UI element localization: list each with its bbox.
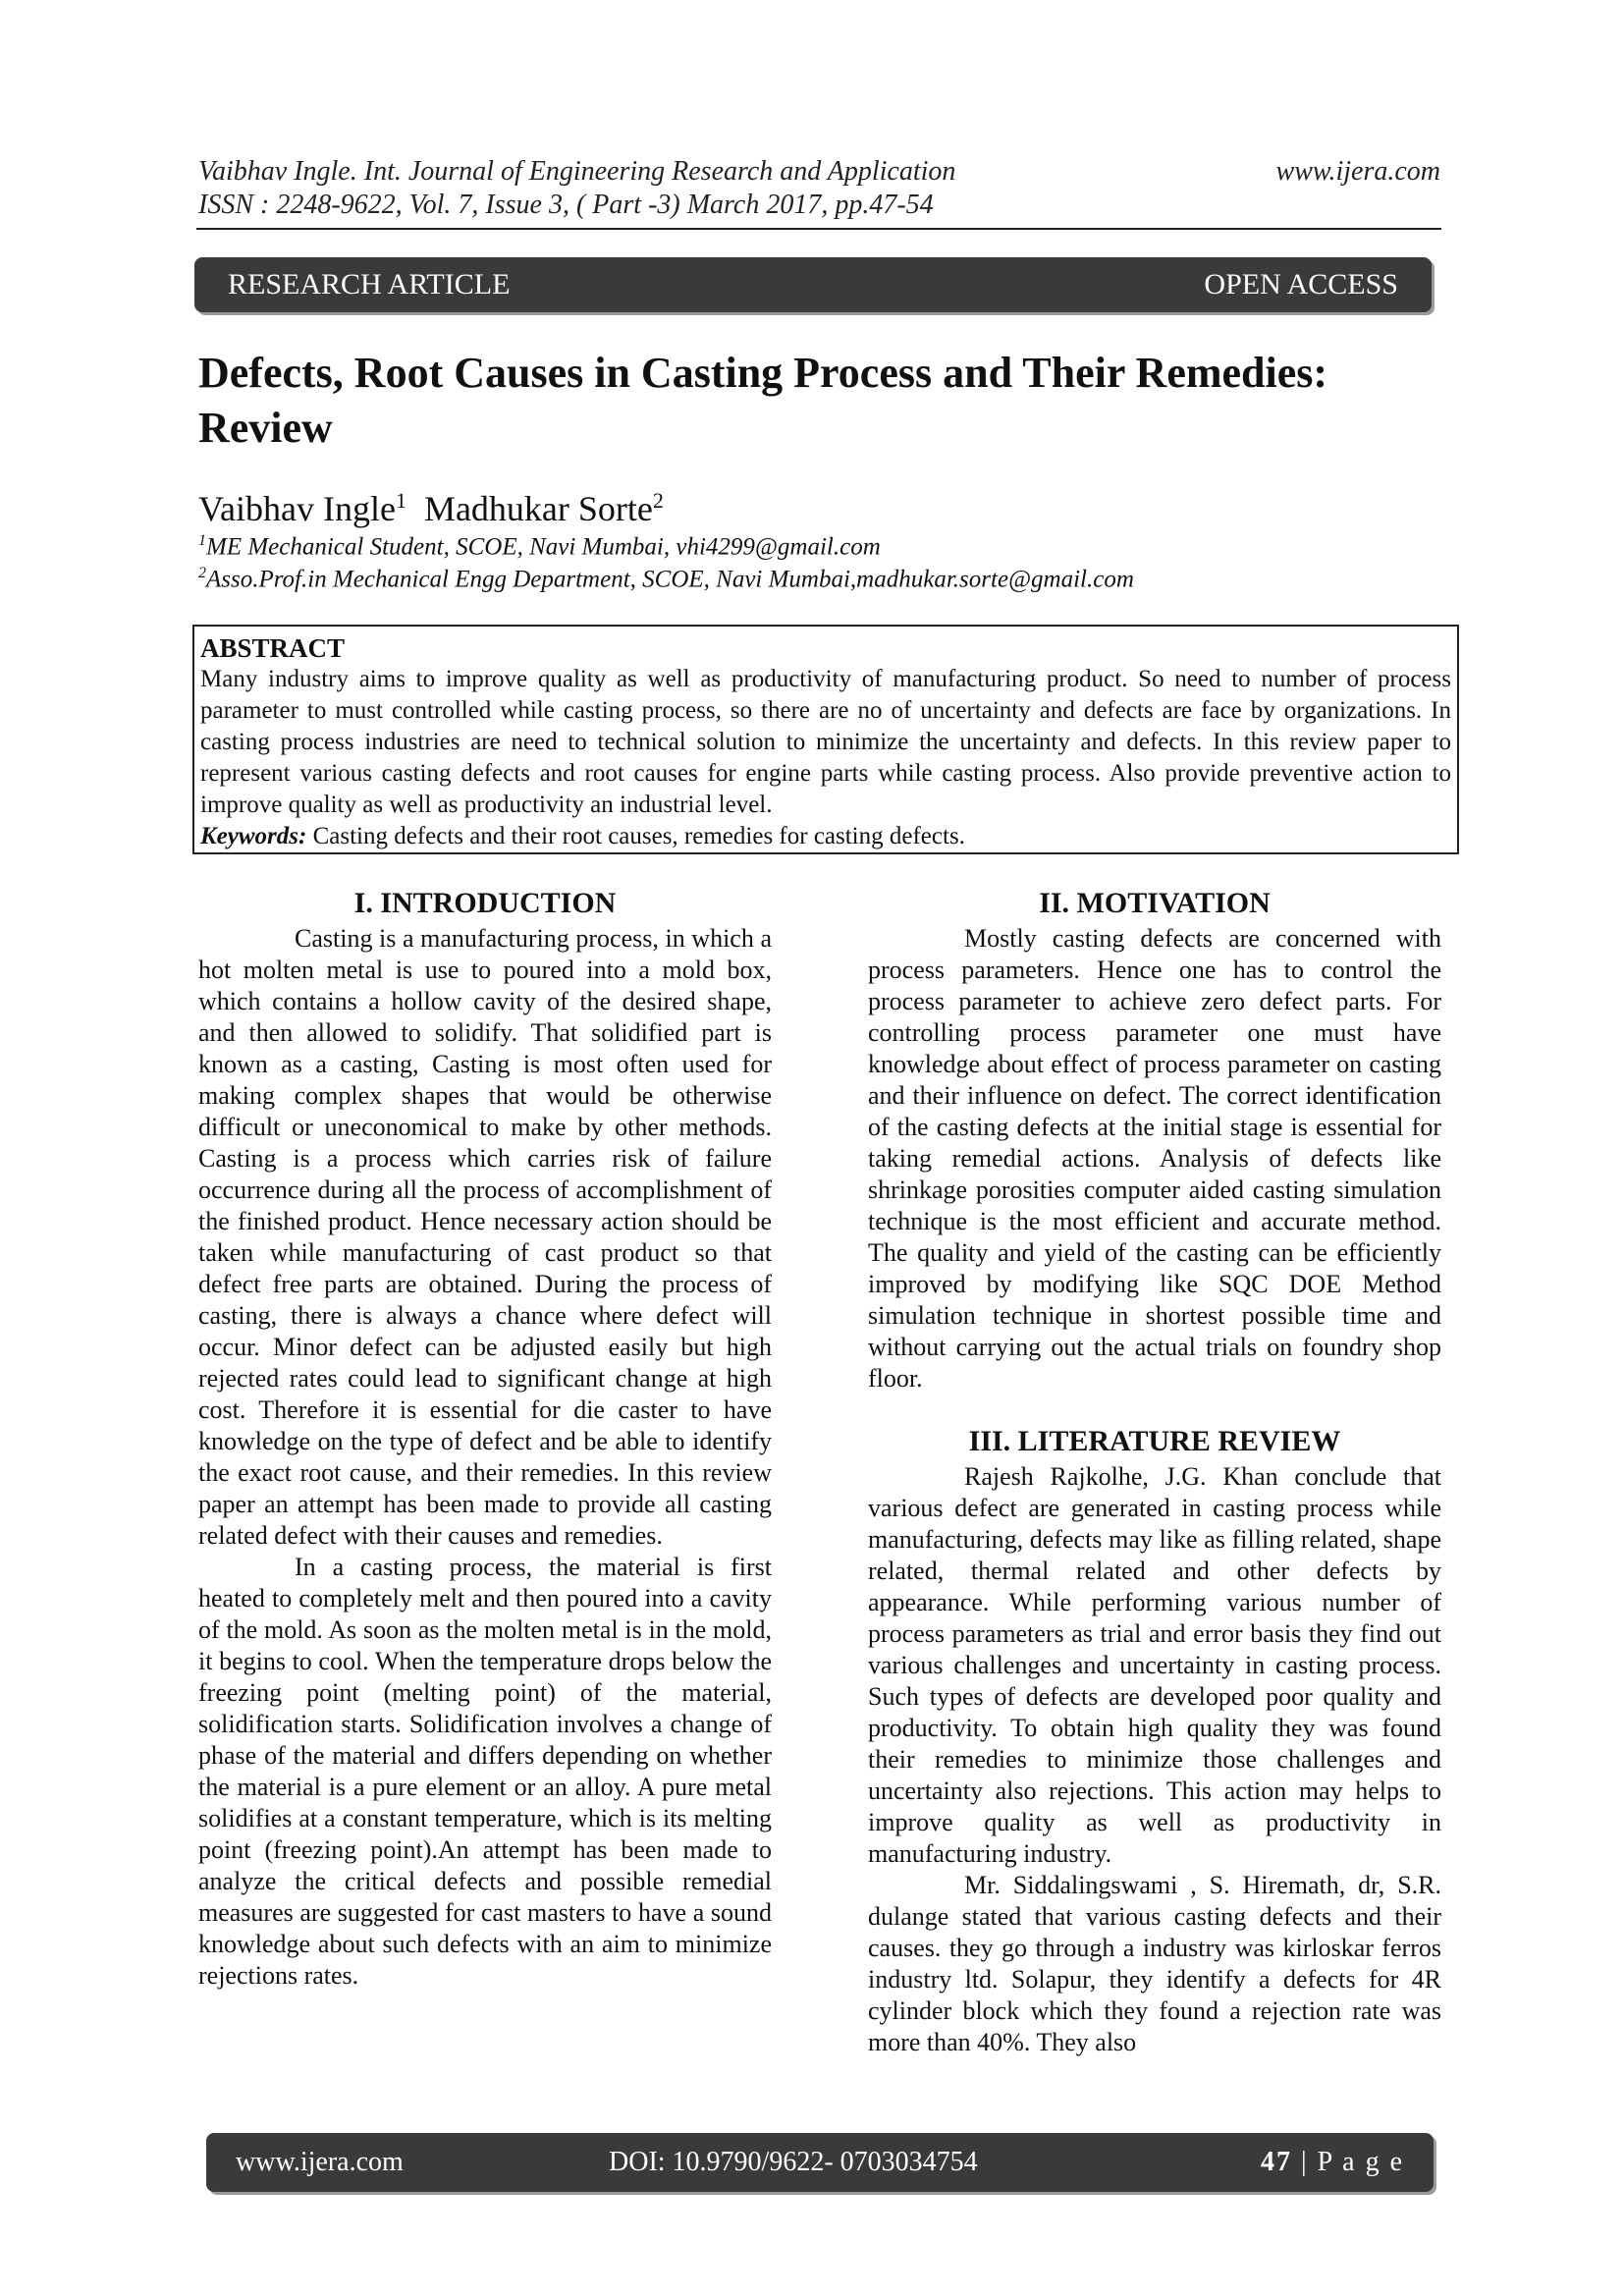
affiliation [198,558,1435,595]
author-sup: 2 [652,488,664,513]
affiliation-text: ME Mechanical Student, SCOE, Navi Mumbai, vhi4299@gmail.com [206,533,881,561]
author-name: Vaibhav Ingle [198,489,396,528]
literature-paragraph-1: Rajesh Rajkolhe, J.G. Khan conclude that various defect are generated in casting process while manufacturing, defects may like as filling related, shape related, thermal related and other defects by appearance. While performing various number of process parameters as trial and error basis they find out various challenges and uncertainty in casting process. Such types of defects are developed poor quality and productivity. To obtain high quality they was found their remedies to minimize those challenges and uncertainty also rejections. This action may helps to improve quality as well as productivity in manufacturing industry. [868,1462,1441,1868]
abstract-text: Many industry aims to improve quality as well as productivity of manufacturing product. So need to number of process parameter to must controlled while casting process, so there are no of uncertainty and defects are face by organizations. In casting process industries are need to technical solution to minimize the uncertainty and defects. In this review paper to represent various casting defects and root causes for engine parts while casting process. Also provide preventive action to improve quality as well as productivity an industrial level. [200,666,1451,818]
right-column [868,886,1441,2058]
section-heading-literature-review: III. LITERATURE REVIEW [968,1425,1341,1457]
page-label: | P a g e [1292,2147,1404,2177]
abstract-heading: ABSTRACT [200,633,346,663]
abstract-box [192,625,1459,854]
author-line [198,479,664,530]
author-name: Madhukar Sorte [423,489,653,528]
affiliation-sup: 1 [198,532,206,549]
keywords-label: Keywords: [200,823,307,849]
left-column [198,886,772,1992]
footer-doi[interactable]: DOI: 10.9790/9622- 0703034754 [609,2147,978,2177]
footer-website[interactable]: www.ijera.com [236,2147,404,2177]
article-type: RESEARCH ARTICLE [228,268,511,301]
keywords-text: Casting defects and their root causes, remedies for casting defects. [306,823,965,849]
affiliation-text: Asso.Prof.in Mechanical Engg Department, SCOE, Navi Mumbai,madhukar.sorte@gmail.com [206,566,1134,593]
section-gap [868,1394,1441,1424]
running-header [198,155,1440,222]
motivation-paragraph: Mostly casting defects are concerned with process parameters. Hence one has to control the process parameter to achieve zero defect parts. For controlling process parameter one must have knowledge about effect of process parameter on casting and their influence on defect. The correct identification of the casting defects at the initial stage is essential for taking remedial actions. Analysis of defects like shrinkage porosities computer aided casting simulation technique is the most efficient and accurate method. The quality and yield of the casting can be efficiently improved by modifying like SQC DOE Method simulation technique in shortest possible time and without carrying out the actual trials on foundry shop floor. [868,924,1441,1393]
section-heading-motivation: II. MOTIVATION [1039,887,1271,919]
intro-paragraph-1: Casting is a manufacturing process, in which a hot molten metal is use to poured into a mold box, which contains a hollow cavity of the desired shape, and then allowed to solidify. That solidified part is known as a casting, Casting is most often used for making complex shapes that would be otherwise difficult or uneconomical to make by other methods. Casting is a process which carries risk of failure occurrence during all the process of accomplishment of the finished product. Hence necessary action should be taken while manufacturing of cast product so that defect free parts are obtained. During the process of casting, there is always a chance where defect will occur. Minor defect can be adjusted easily but high rejected rates could lead to significant change at high cost. Therefore it is essential for die caster to have knowledge on the type of defect and be able to identify the exact root cause, and their remedies. In this review paper an attempt has been made to provide all casting related defect with their causes and remedies. [198,924,772,1550]
footer-page [1247,2147,1404,2178]
keywords-line [200,821,1451,852]
page-number: 47 [1261,2147,1292,2177]
article-type-banner [194,257,1432,312]
footer-bar [206,2133,1434,2192]
issue-info: ISSN : 2248-9622, Vol. 7, Issue 3, ( Part -3) March 2017, pp.47-54 [198,190,934,220]
intro-paragraph-2: In a casting process, the material is first heated to completely melt and then poured into a cavity of the mold. As soon as the molten metal is in the mold, it begins to cool. When the temperature drops below the freezing point (melting point) of the material, solidification starts. Solidification involves a change of phase of the material and differs depending on whether the material is a pure element or an alloy. A pure metal solidifies at a constant temperature, which is its melting point (freezing point).An attempt has been made to analyze the critical defects and possible remedial measures are suggested for cast masters to have a sound knowledge about such defects with an aim to minimize rejections rates. [198,1553,772,1990]
section-heading-introduction: I. INTRODUCTION [353,887,617,919]
journal-website[interactable]: www.ijera.com [1275,156,1440,187]
journal-citation: Vaibhav Ingle. Int. Journal of Engineering Research and Application [198,156,956,187]
author-sup: 1 [395,488,406,513]
literature-paragraph-2: Mr. Siddalingswami , S. Hiremath, dr, S.R. dulange stated that various casting defects and their causes. they go through a industry was kirloskar ferros industry ltd. Solapur, they identify a defects for 4R cylinder block which they found a rejection rate was more than 40%. They also [868,1871,1441,2056]
header-rule [196,228,1441,230]
access-type: OPEN ACCESS [1204,268,1398,301]
affiliation-sup: 2 [198,565,206,581]
paper-title: Defects, Root Causes in Casting Process and Their Remedies: Review [198,349,1328,452]
